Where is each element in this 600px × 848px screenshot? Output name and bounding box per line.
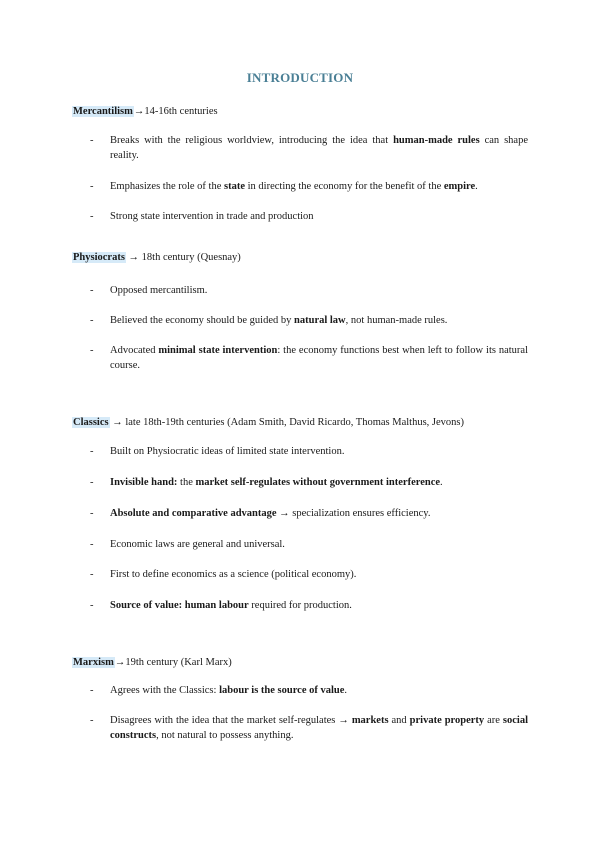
list-item [90, 475, 528, 490]
list-item [90, 313, 528, 328]
arrow: → [276, 508, 293, 519]
text: Strong state intervention in trade and production [110, 211, 314, 222]
section-period: late 18th-19th centuries (Adam Smith, David Ricardo, Thomas Malthus, Jevons) [122, 417, 465, 428]
text: . [344, 685, 348, 696]
list-item [90, 683, 528, 698]
text: and [388, 715, 410, 726]
section-term: Physiocrats [73, 252, 125, 263]
list-item [90, 209, 528, 224]
bold-text: private property [409, 715, 485, 726]
text: Breaks with the religious worldview, introducing the idea that [110, 135, 394, 146]
bullet-dash: - [90, 477, 94, 488]
list-item [90, 283, 528, 298]
list-item [90, 133, 528, 163]
list-item [90, 444, 528, 459]
list-item [90, 343, 528, 373]
bold-text: Absolute and comparative advantage [110, 508, 277, 519]
bold-text: empire [443, 181, 476, 192]
text: Economic laws are general and universal. [110, 539, 285, 550]
bold-text: minimal state intervention [158, 345, 278, 356]
bullet-dash: - [90, 715, 94, 726]
bullet-dash: - [90, 285, 94, 296]
section-heading-classics [72, 417, 464, 428]
list-item [90, 713, 528, 743]
bullet-dash: - [90, 600, 94, 611]
bullet-dash: - [90, 569, 94, 580]
bold-text: market self-regulates without government interference [195, 477, 441, 488]
page-title: INTRODUCTION [246, 70, 354, 85]
arrow: → [112, 417, 123, 428]
list-item [90, 537, 528, 552]
bullet-dash: - [90, 539, 94, 550]
text: Advocated [110, 345, 159, 356]
bullet-dash: - [90, 315, 94, 326]
bullet-dash: - [90, 685, 94, 696]
list-item [90, 598, 528, 613]
bullet-dash: - [90, 211, 94, 222]
arrow: → [114, 657, 126, 668]
text: . [475, 181, 478, 192]
text: : the economy functions best when left to follow its natural course. [110, 345, 528, 371]
bold-text: human-made rules [393, 135, 480, 146]
section-period: 19th century (Karl Marx) [125, 657, 232, 668]
bold-text: markets [351, 715, 389, 726]
section-heading-mercantilism [72, 106, 218, 117]
section-heading-marxism [72, 657, 232, 668]
text: required for production. [248, 600, 352, 611]
text: , not human-made rules. [345, 315, 448, 326]
section-period: 18th century (Quesnay) [139, 252, 241, 263]
text: in directing the economy for the benefit of the [245, 181, 444, 192]
bold-text: labour is the source of value [219, 685, 345, 696]
bold-text: natural law [294, 315, 346, 326]
text: can shape reality. [110, 135, 529, 161]
text: are [484, 715, 503, 726]
arrow: → [128, 252, 140, 263]
section-period: 14-16th centuries [144, 106, 218, 117]
bullet-dash: - [90, 135, 94, 146]
bold-text: Invisible hand: [110, 477, 178, 488]
arrow: → [133, 106, 145, 117]
section-term: Classics [73, 417, 109, 428]
text: Agrees with the Classics: [110, 685, 220, 696]
text: First to define economics as a science (political economy). [110, 569, 357, 580]
section-heading-physiocrats [72, 252, 241, 263]
bold-text: state [224, 181, 246, 192]
arrow: → [338, 715, 352, 726]
bullet-dash: - [90, 508, 94, 519]
bullet-dash: - [90, 345, 94, 356]
section-term: Marxism [73, 657, 114, 668]
bullet-dash: - [90, 446, 94, 457]
bold-text: Source of value: human labour [110, 600, 249, 611]
text: the [177, 477, 196, 488]
text: Emphasizes the role of the [110, 181, 225, 192]
text: Believed the economy should be guided by [110, 315, 295, 326]
list-item [90, 567, 528, 582]
bullet-dash: - [90, 181, 94, 192]
text: Opposed mercantilism. [110, 285, 208, 296]
bold-text: social constructs [110, 715, 529, 741]
section-term: Mercantilism [73, 106, 133, 117]
list-item [90, 179, 528, 194]
text: , not natural to possess anything. [156, 730, 294, 741]
text: . [440, 477, 443, 488]
text: specialization ensures efficiency. [292, 508, 431, 519]
text: Disagrees with the idea that the market self-regulates [110, 715, 339, 726]
list-item [90, 506, 528, 521]
text: Built on Physiocratic ideas of limited state intervention. [110, 446, 345, 457]
